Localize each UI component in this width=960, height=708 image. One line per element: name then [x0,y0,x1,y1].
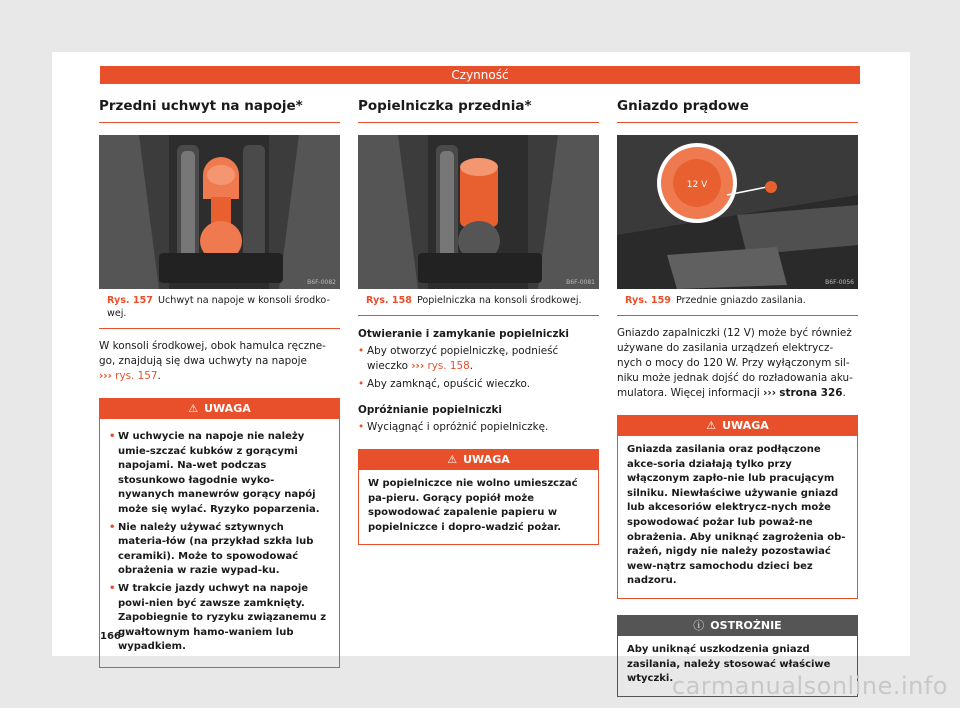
figure-caption [99,294,340,329]
warning-box [617,415,858,599]
warning-label: UWAGA [204,402,251,415]
instruction-item [358,344,599,374]
arrow-glyph: ››› [411,360,425,372]
warning-header [100,399,339,419]
arrow-glyph: ››› [763,387,776,399]
cup-holder-illustration [99,135,340,289]
warning-triangle-icon: ⚠ [706,419,717,432]
warning-body [100,419,339,667]
caution-header [618,616,857,636]
instruction-item: • Wyciągnąć i opróżnić popielniczkę. [358,420,599,435]
paragraph-text: Gniazdo zapalniczki (12 V) może być również używane do zasilania urządzeń elektrycz-nych o mocy do 120 W. Przy wyłączonym sil-niku może jednak dojść do rozładowania aku-mulatora. Więcej informacji [617,327,853,399]
info-circle-icon: ⓘ [693,618,705,632]
section-title: Przedni uchwyt na napoje* [99,98,340,123]
warning-triangle-icon: ⚠ [188,402,199,415]
warning-item: • W trakcie jazdy uchwyt na napoje powi-nien być zawsze zamknięty. Zapobiegnie to ryzyku związanemu z gwałtownym hamo-waniem lub wypadkiem. [109,582,330,655]
paragraph-text: W konsoli środkowej, obok hamulca ręczne-go, znajdują się dwa uchwyty na napoje [99,340,326,367]
figure-caption [358,294,599,316]
figure-link[interactable]: rys. 158 [427,360,470,372]
item-text: Aby otworzyć popielniczkę, podnieść wieczko [367,345,559,372]
warning-triangle-icon: ⚠ [447,453,458,466]
caption-number: Rys. 157 [107,295,153,306]
figure-link[interactable]: rys. 157 [115,370,158,382]
warning-label: UWAGA [722,419,769,432]
caption-number: Rys. 158 [366,295,412,306]
warning-item: • Nie należy używać sztywnych materia-łów (na przykład szkła lub ceramiki). Może to spowodować obrażenia w razie wypad-ku. [109,521,330,579]
figure-code: B6F-0081 [566,279,595,286]
intro-paragraph [617,326,858,401]
figure-ashtray [358,135,599,289]
section-title: Gniazdo prądowe [617,98,858,123]
warning-label: UWAGA [463,453,510,466]
paragraph-end: . [842,387,846,399]
section-title: Popielniczka przednia* [358,98,599,123]
caption-text: Uchwyt na napoje w konsoli środko-wej. [107,295,330,319]
warning-body: Gniazda zasilania oraz podłączone akce-soria działają tylko przy włączonym zapło-nie lub pracującym silniku. Niewłaściwe używanie gniazd lub akcesoriów elektrycz-nych może spowodować pożar lub poważ-ne obrażenia. Aby uniknąć zagrożenia ob-rażeń, nigdy nie należy pozostawiać wew-nątrz samochodu dzieci bez nadzoru. [627,444,846,587]
page-number: 166 [100,631,121,642]
warning-box [358,449,599,545]
item-end: . [469,360,474,372]
section-header-bar: Czynność [100,66,860,84]
arrow-glyph: ››› [99,370,112,382]
watermark-text: carmanualsonline.info [671,672,948,700]
caution-label: OSTROŻNIE [710,618,782,632]
caption-number: Rys. 159 [625,295,671,306]
figure-code: B6F-0082 [307,279,336,286]
page-link[interactable]: strona 326 [779,387,843,399]
caution-body: Aby uniknąć uszkodzenia gniazd zasilania, należy stosować właściwe wtyczki. [627,643,831,685]
figure-cup-holder [99,135,340,289]
caption-text: Przednie gniazdo zasilania. [675,295,806,306]
socket-label: 12 V [686,180,708,190]
warning-item: • W uchwycie na napoje nie należy umie-szczać kubków z gorącymi napojami. Na-wet podczas stosunkowo łagodnie wyko-nywanych manewrów gorący napój może się wylać. Ryzyko poparzenia. [109,430,330,518]
figure-power-socket [617,135,858,289]
column-cup-holder [99,98,340,668]
warning-header [359,450,598,470]
figure-code: B6F-0056 [825,279,854,286]
instruction-item: • Aby zamknąć, opuścić wieczko. [358,377,599,392]
warning-body: W popielniczce nie wolno umieszczać pa-pieru. Gorący popiół może spowodować zapalenie papieru w popielniczce i dopro-wadzić pożar. [368,478,578,533]
column-power-socket [617,98,858,697]
warning-box [99,398,340,668]
warning-header [618,416,857,436]
intro-paragraph [99,339,340,384]
figure-caption [617,294,858,316]
paragraph-end: . [157,370,161,382]
caption-text: Popielniczka na konsoli środkowej. [416,295,582,306]
ashtray-illustration [358,135,599,289]
column-ashtray [358,98,599,545]
subheading-emptying: Opróżnianie popielniczki [358,404,502,416]
power-socket-illustration [617,135,858,289]
subheading-open-close: Otwieranie i zamykanie popielniczki [358,328,569,340]
